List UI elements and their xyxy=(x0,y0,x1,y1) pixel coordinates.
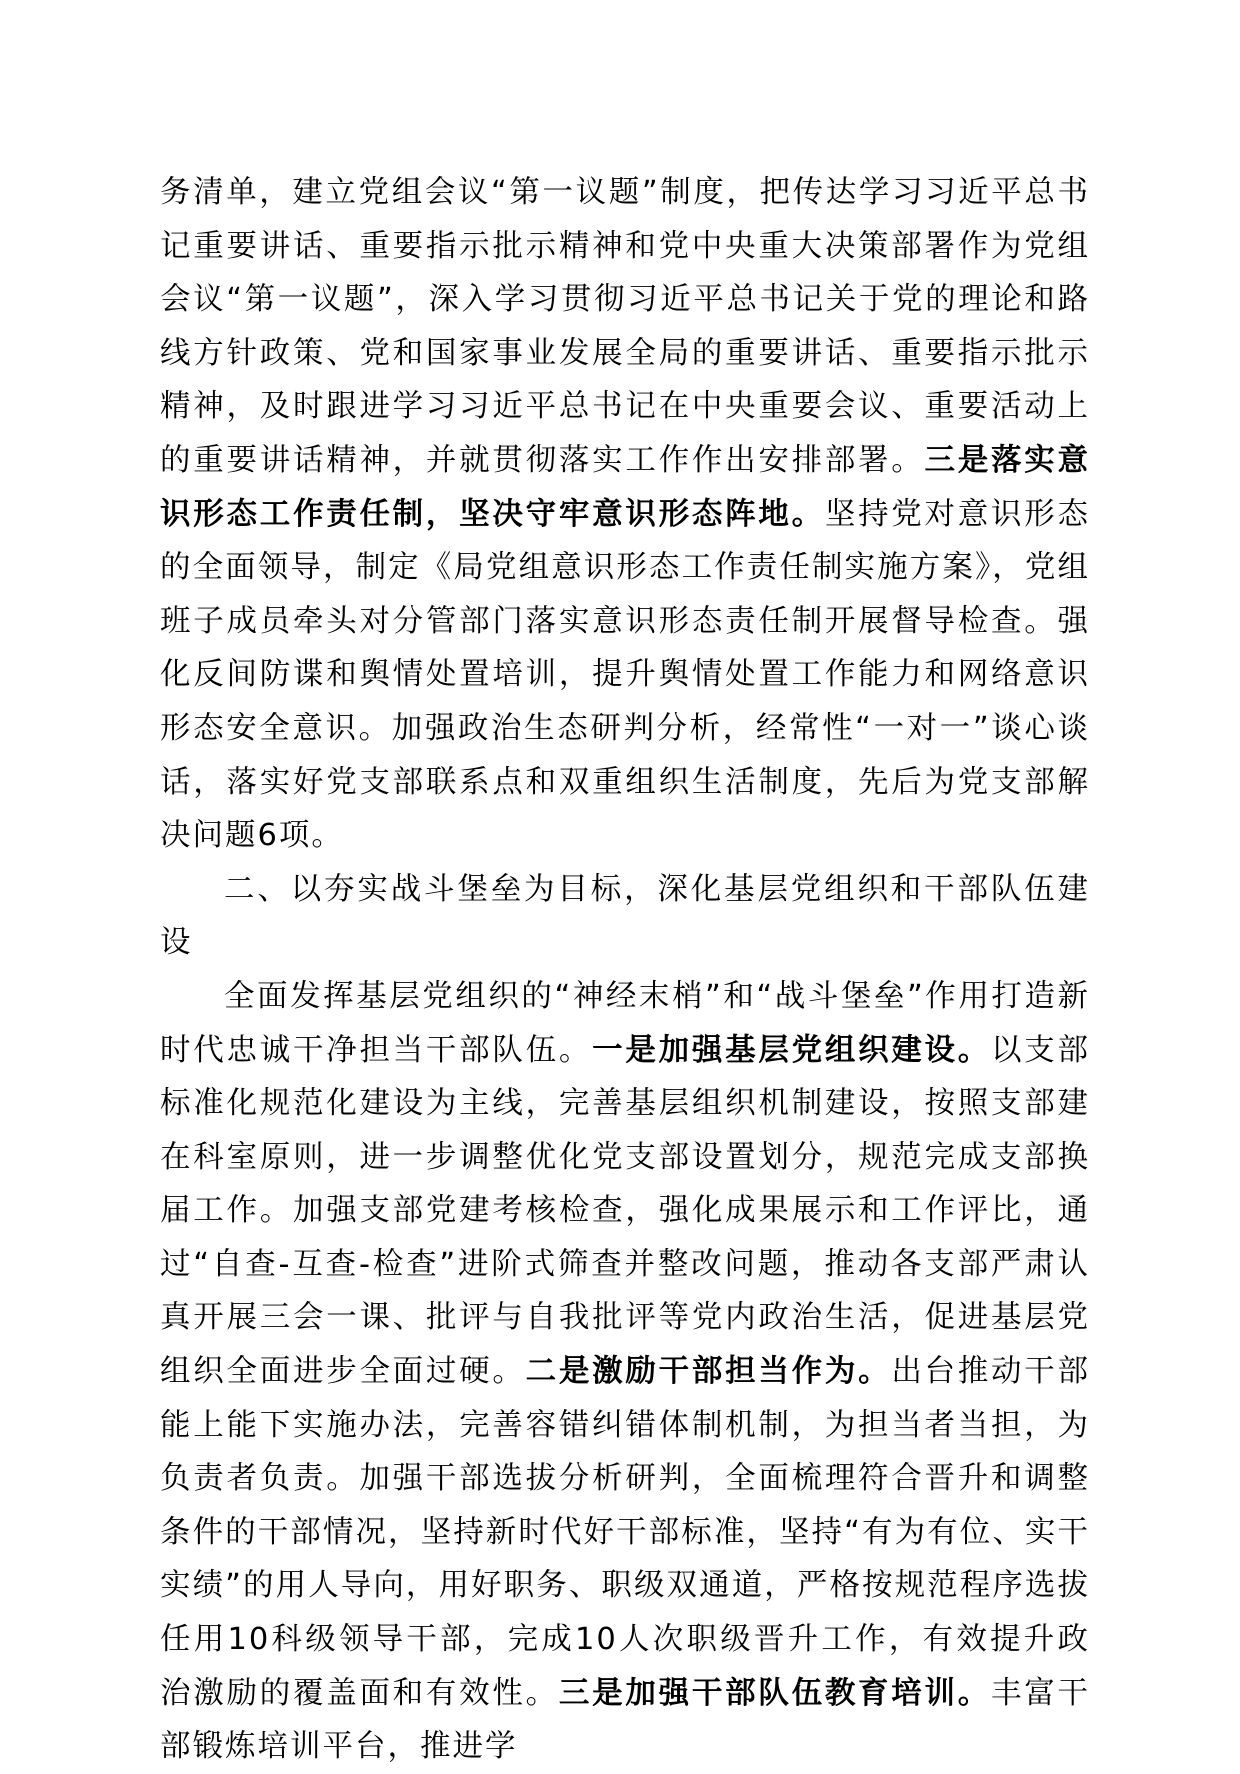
paragraph-text: 务清单，建立党组会议“第一议题”制度，把传达学习习近平总书记重要讲话、重要指示批示精神和党中央重大决策部署作为党组会议“第一议题”，深入学习贯彻习近平总书记关于党的理论和路线方针政策、党和国家事业发展全局的重要讲话、重要指示批示精神，及时跟进学习习近平总书记在中央重要会议、重要活动上的重要讲话精神，并就贯彻落实工作作出安排部署。 xyxy=(160,175,1090,478)
paragraph-section-two xyxy=(160,970,1090,1774)
bold-point-three-ideology: 三是落实意识形态工作责任制，坚决守牢意识形态阵地。 xyxy=(160,442,1091,532)
paragraph-text: 全面发挥基层党组织的“神经末梢”和“战斗堡垒”作用打造新时代忠诚干净担当干部队伍。 xyxy=(160,978,1090,1068)
bold-point-two-incentive: 二是激励干部担当作为。 xyxy=(525,1354,892,1390)
paragraph-text: 出台推动干部能上能下实施办法，完善容错纠错体制机制，为担当者当担，为负责者负责。加强干部选拔分析研判，全面梳理符合晋升和调整条件的干部情况，坚持新时代好干部标准，坚持“有为有位、实干实绩”的用人导向，用好职务、职级双通道，严格按规范程序选拔任用10科级领导干部，完成10人次职级晋升工作，有效提升政治激励的覆盖面和有效性。 xyxy=(160,1354,1091,1711)
section-heading: 二、以夯实战斗堡垒为目标，深化基层党组织和干部队伍建设 xyxy=(160,871,1090,961)
paragraph-text: 以支部标准化规范化建设为主线，完善基层组织机制建设，按照支部建在科室原则，进一步调整优化党支部设置划分，规范完成支部换届工作。加强支部党建考核检查，强化成果展示和工作评比，通过“自查-互查-检查”进阶式筛查并整改问题，推动各支部严肃认真开展三会一课、批评与自我批评等党内政治生活，促进基层党组织全面进步全面过硬。 xyxy=(160,1032,1091,1390)
paragraph-text: 坚持党对意识形态的全面领导，制定《局党组意识形态工作责任制实施方案》，党组班子成员牵头对分管部门落实意识形态责任制开展督导检查。强化反间防谍和舆情处置培训，提升舆情处置工作能力和网络意识形态安全意识。加强政治生态研判分析，经常性“一对一”谈心谈话，落实好党支部联系点和双重组织生活制度，先后为党支部解决问题6项。 xyxy=(160,496,1091,854)
paragraph-text: 丰富干部锻炼培训平台，推进学 xyxy=(160,1675,1091,1765)
document-body xyxy=(160,166,1090,1774)
bold-point-one-grassroots: 一是加强基层党组织建设。 xyxy=(592,1032,992,1068)
bold-point-three-training: 三是加强干部队伍教育培训。 xyxy=(558,1675,992,1711)
paragraph-continuation xyxy=(160,166,1090,863)
